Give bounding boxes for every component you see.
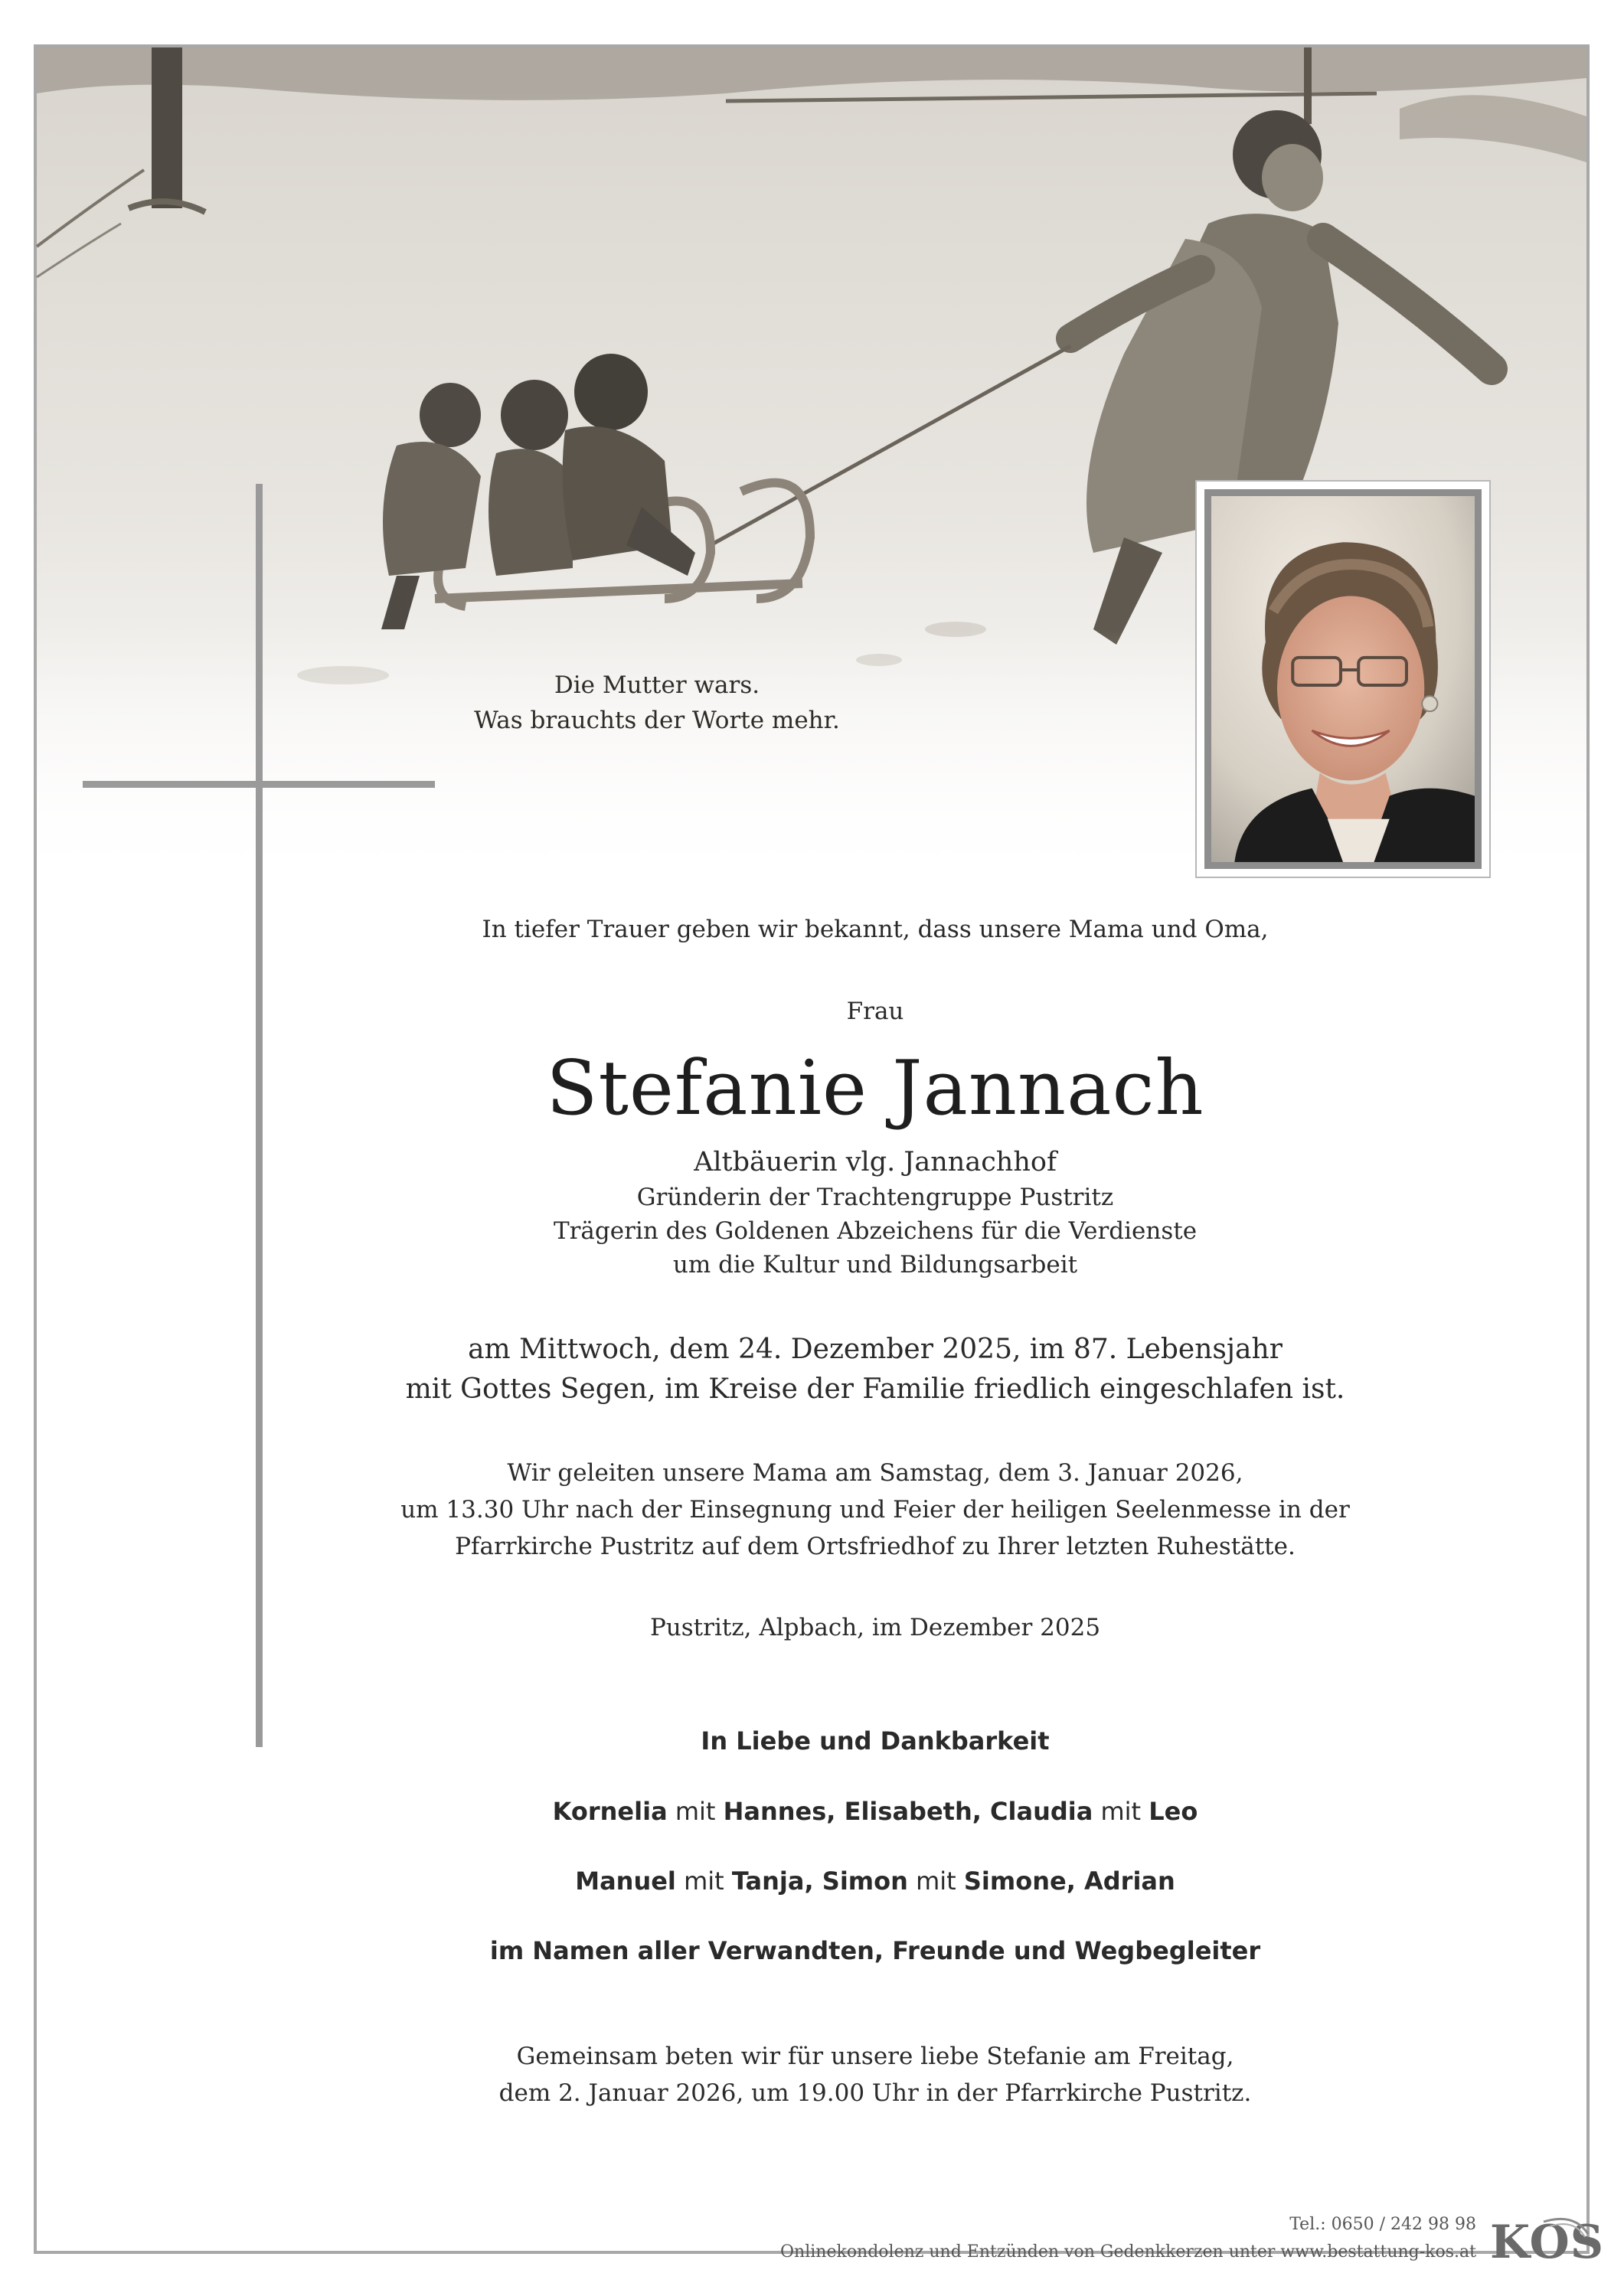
family-line-1 [266, 1795, 1484, 1828]
prayer-notice [266, 2038, 1484, 2111]
quote-line-2: Was brauchts der Worte mehr. [474, 707, 840, 734]
cross-horizontal-bar [83, 781, 435, 788]
deceased-name: Stefanie Jannach [546, 1045, 1204, 1132]
family-name: Kornelia [552, 1797, 668, 1826]
footer-phone: Tel.: 0650 / 242 98 98 [1289, 2215, 1476, 2234]
title-line: Altbäuerin vlg. Jannachhof [694, 1147, 1057, 1177]
parte-frame [34, 44, 1605, 2269]
death-line: mit Gottes Segen, im Kreise der Familie friedlich eingeschlafen ist. [405, 1373, 1345, 1405]
family-connector: mit [907, 1867, 964, 1896]
kos-logo-text: KOS [1490, 2216, 1605, 2269]
family-name: Manuel [575, 1867, 676, 1896]
family-name: Hannes, Elisabeth, Claudia [723, 1797, 1093, 1826]
death-notice [266, 1330, 1484, 1409]
family-connector: mit [675, 1867, 732, 1896]
funeral-line: Wir geleiten unsere Mama am Samstag, dem 3. Januar 2026, [507, 1459, 1243, 1487]
title-line: Gründerin der Trachtengruppe Pustritz [636, 1184, 1114, 1211]
prayer-line: Gemeinsam beten wir für unsere liebe Stefanie am Freitag, [516, 2043, 1234, 2070]
family-connector: mit [667, 1797, 724, 1826]
family-name: Tanja, Simon [731, 1867, 908, 1896]
kos-logo [1490, 2211, 1605, 2272]
announcement-intro: In tiefer Trauer geben wir bekannt, dass unsere Mama und Oma, [482, 916, 1269, 943]
family-line-3: im Namen aller Verwandten, Freunde und Wegbegleiter [489, 1936, 1261, 1965]
quote [443, 668, 871, 738]
cross-vertical-bar [256, 484, 263, 1747]
family-name: Simone, Adrian [963, 1867, 1175, 1896]
family-line-2 [266, 1864, 1484, 1898]
funeral-details [266, 1455, 1484, 1565]
place-and-date: Pustritz, Alpbach, im Dezember 2025 [649, 1614, 1101, 1641]
portrait-frame [1195, 480, 1491, 878]
quote-line-1: Die Mutter wars. [554, 671, 760, 699]
footer-online-condolence: Onlinekondolenz und Entzünden von Gedenkkerzen unter www.bestattung-kos.at [780, 2242, 1476, 2262]
title-line: um die Kultur und Bildungsarbeit [672, 1251, 1078, 1279]
logo-swoosh-icon [1490, 2211, 1591, 2272]
family-name: Leo [1149, 1797, 1198, 1826]
title-line: Trägerin des Goldenen Abzeichens für die Verdienste [553, 1217, 1198, 1245]
funeral-line: um 13.30 Uhr nach der Einsegnung und Feier der heiligen Seelenmesse in der [400, 1496, 1350, 1524]
love-gratitude-line: In Liebe und Dankbarkeit [701, 1726, 1050, 1755]
salutation: Frau [846, 998, 904, 1025]
prayer-line: dem 2. Januar 2026, um 19.00 Uhr in der Pfarrkirche Pustritz. [498, 2079, 1252, 2107]
family-connector: mit [1093, 1797, 1149, 1826]
funeral-line: Pfarrkirche Pustritz auf dem Ortsfriedhof zu Ihrer letzten Ruhestätte. [455, 1533, 1296, 1560]
portrait-photo [1204, 489, 1482, 869]
deceased-titles [266, 1144, 1484, 1282]
death-line: am Mittwoch, dem 24. Dezember 2025, im 87. Lebensjahr [468, 1334, 1283, 1365]
